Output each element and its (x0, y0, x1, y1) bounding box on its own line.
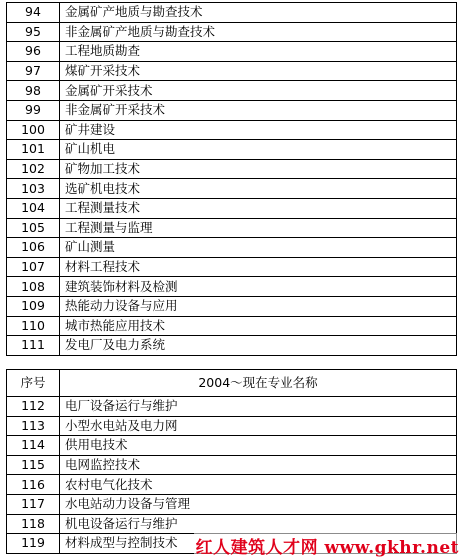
major-table-top (6, 2, 457, 356)
table-header-row (7, 370, 457, 397)
major-name: 矿山测量 (60, 238, 457, 258)
table-row (7, 416, 457, 436)
table-row (7, 198, 457, 218)
table-row (7, 42, 457, 62)
major-name: 矿山机电 (60, 140, 457, 160)
major-name: 电网监控技术 (60, 455, 457, 475)
table-row (7, 494, 457, 514)
table-row (7, 238, 457, 258)
table-row (7, 475, 457, 495)
major-name: 金属矿开采技术 (60, 81, 457, 101)
row-number: 97 (7, 61, 60, 81)
row-number: 110 (7, 316, 60, 336)
row-number: 106 (7, 238, 60, 258)
major-name: 工程测量与监理 (60, 218, 457, 238)
table-row (7, 316, 457, 336)
table-row (7, 61, 457, 81)
table-row (7, 140, 457, 160)
major-name: 电厂设备运行与维护 (60, 397, 457, 417)
major-name: 发电厂及电力系统 (60, 336, 457, 356)
major-table-bottom (6, 369, 457, 554)
row-number: 99 (7, 100, 60, 120)
row-number: 94 (7, 3, 60, 23)
major-name: 非金属矿产地质与勘查技术 (60, 22, 457, 42)
table-row (7, 296, 457, 316)
major-name: 材料成型与控制技术 (60, 534, 457, 554)
row-number: 98 (7, 81, 60, 101)
row-number: 107 (7, 257, 60, 277)
table-row (7, 22, 457, 42)
header-number: 序号 (7, 370, 60, 397)
row-number: 105 (7, 218, 60, 238)
major-name: 工程测量技术 (60, 198, 457, 218)
row-number: 111 (7, 336, 60, 356)
row-number: 103 (7, 179, 60, 199)
major-name: 选矿机电技术 (60, 179, 457, 199)
row-number: 113 (7, 416, 60, 436)
row-number: 112 (7, 397, 60, 417)
table-body (7, 370, 457, 554)
row-number: 118 (7, 514, 60, 534)
table-row (7, 179, 457, 199)
major-name: 机电设备运行与维护 (60, 514, 457, 534)
row-number: 102 (7, 159, 60, 179)
table-row (7, 514, 457, 534)
table-row (7, 218, 457, 238)
table-row (7, 336, 457, 356)
major-name: 金属矿产地质与勘查技术 (60, 3, 457, 23)
table-row (7, 120, 457, 140)
major-name: 城市热能应用技术 (60, 316, 457, 336)
row-number: 104 (7, 198, 60, 218)
major-name: 材料工程技术 (60, 257, 457, 277)
row-number: 101 (7, 140, 60, 160)
major-name: 非金属矿开采技术 (60, 100, 457, 120)
major-name: 供用电技术 (60, 436, 457, 456)
major-name: 矿物加工技术 (60, 159, 457, 179)
header-major-name: 2004～现在专业名称 (60, 370, 457, 397)
row-number: 115 (7, 455, 60, 475)
row-number: 108 (7, 277, 60, 297)
table-row (7, 81, 457, 101)
major-name: 热能动力设备与应用 (60, 296, 457, 316)
row-number: 95 (7, 22, 60, 42)
table-row (7, 159, 457, 179)
table-body (7, 3, 457, 356)
major-name: 水电站动力设备与管理 (60, 494, 457, 514)
row-number: 117 (7, 494, 60, 514)
table-row (7, 436, 457, 456)
major-name: 矿井建设 (60, 120, 457, 140)
table-row (7, 3, 457, 23)
table-row (7, 257, 457, 277)
major-name: 小型水电站及电力网 (60, 416, 457, 436)
row-number: 96 (7, 42, 60, 62)
site-watermark: 红人建筑人才网 www.gkhr.net (194, 533, 461, 558)
table-row (7, 397, 457, 417)
row-number: 119 (7, 534, 60, 554)
major-name: 煤矿开采技术 (60, 61, 457, 81)
table-row (7, 277, 457, 297)
row-number: 109 (7, 296, 60, 316)
major-name: 建筑装饰材料及检测 (60, 277, 457, 297)
table-row (7, 455, 457, 475)
major-name: 农村电气化技术 (60, 475, 457, 495)
table-row (7, 100, 457, 120)
row-number: 100 (7, 120, 60, 140)
major-name: 工程地质勘查 (60, 42, 457, 62)
row-number: 116 (7, 475, 60, 495)
row-number: 114 (7, 436, 60, 456)
